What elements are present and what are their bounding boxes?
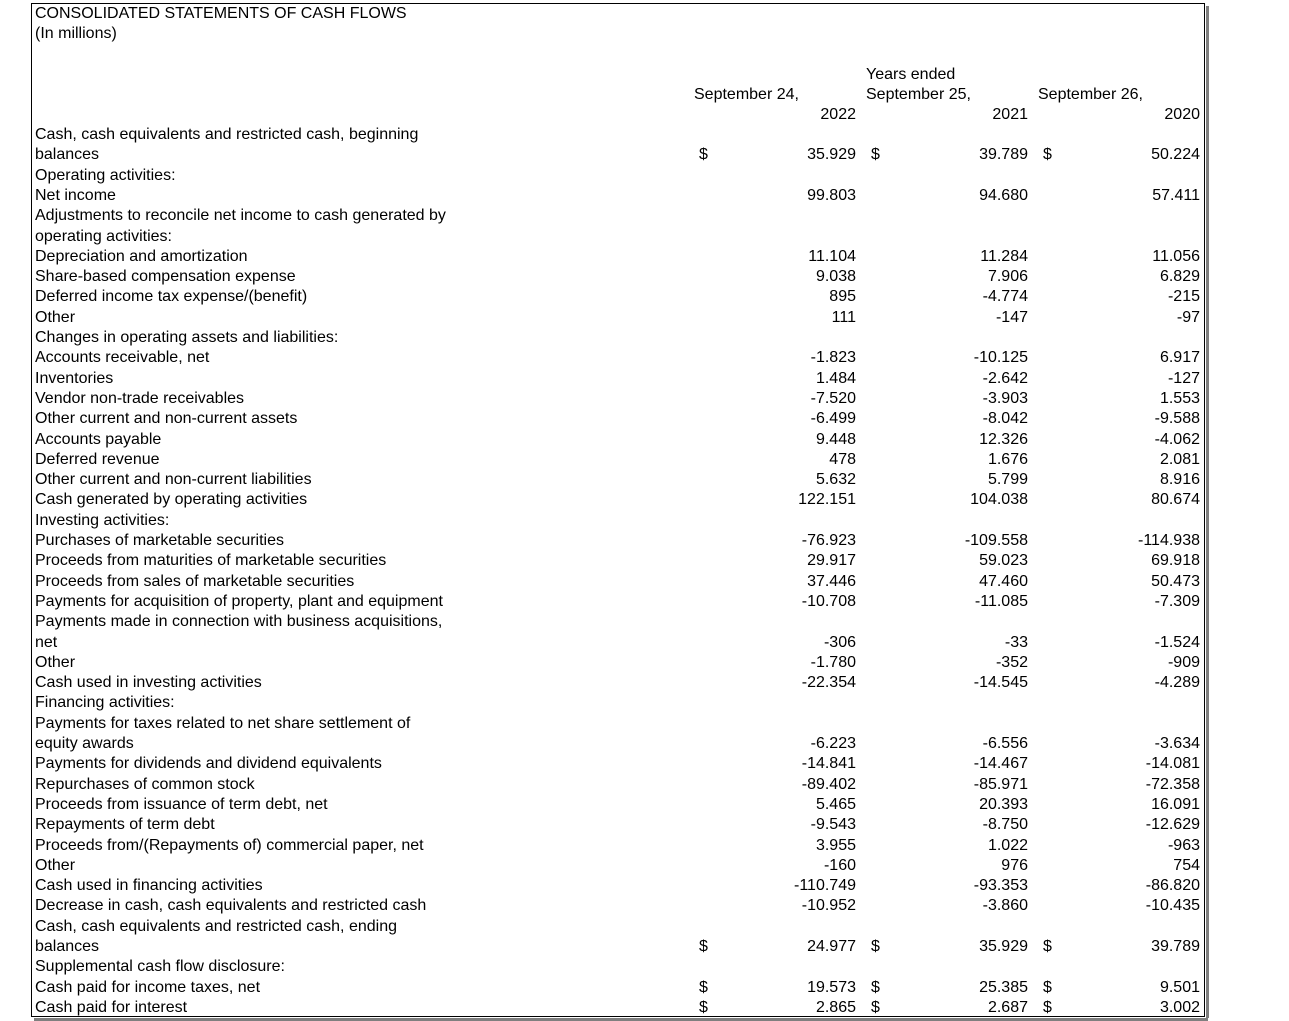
row-value: -89.402: [801, 776, 856, 793]
row-value: 29.917: [807, 552, 856, 569]
row-label: Financing activities:: [35, 694, 175, 711]
row-label: Other current and non-current liabilities: [35, 471, 312, 488]
row-label: Depreciation and amortization: [35, 248, 248, 265]
row-value: -127: [1167, 370, 1200, 387]
row-value: 6.917: [1159, 349, 1200, 366]
row-value: -3.634: [1154, 735, 1200, 752]
row-value: 11.056: [1152, 248, 1200, 265]
row-label: Payments made in connection with business acquisitions,: [35, 613, 443, 630]
row-value: 50.224: [1151, 146, 1200, 163]
row-value: -1.524: [1154, 634, 1200, 651]
row-value: -160: [823, 857, 856, 874]
column-year-2020: 2020: [1164, 106, 1200, 123]
row-label: Cash used in financing activities: [35, 877, 263, 894]
row-value: -11.085: [974, 593, 1028, 610]
row-label: Supplemental cash flow disclosure:: [35, 958, 285, 975]
row-value: 976: [1001, 857, 1028, 874]
row-value: -7.309: [1154, 593, 1200, 610]
row-value: 895: [829, 288, 856, 305]
row-value: 1.676: [987, 451, 1028, 468]
row-value: 35.929: [807, 146, 856, 163]
currency-symbol: $: [1043, 938, 1052, 955]
row-value: -14.467: [973, 755, 1028, 772]
row-value: -10.952: [801, 897, 856, 914]
row-label: Payments for dividends and dividend equivalents: [35, 755, 382, 772]
row-value: -10.435: [1145, 897, 1200, 914]
row-label: operating activities:: [35, 228, 172, 245]
row-value: -114.938: [1138, 532, 1200, 549]
row-value: 20.393: [979, 796, 1028, 813]
row-value: 754: [1173, 857, 1200, 874]
row-label: Deferred revenue: [35, 451, 160, 468]
row-label: Proceeds from issuance of term debt, net: [35, 796, 328, 813]
row-value: -14.841: [801, 755, 856, 772]
row-value: -352: [995, 654, 1028, 671]
row-value: -1.823: [810, 349, 856, 366]
row-value: -4.289: [1154, 674, 1200, 691]
row-value: -215: [1167, 288, 1200, 305]
row-label: Inventories: [35, 370, 114, 387]
row-value: 2.865: [815, 999, 856, 1016]
row-label: Repayments of term debt: [35, 816, 215, 833]
row-value: -97: [1176, 309, 1200, 326]
row-value: -22.354: [801, 674, 856, 691]
row-value: 94.680: [979, 187, 1028, 204]
row-value: -8.042: [982, 410, 1028, 427]
row-value: 5.632: [815, 471, 856, 488]
cash-flow-statement: [31, 3, 1205, 1017]
row-value: 99.803: [807, 187, 856, 204]
row-value: 35.929: [979, 938, 1028, 955]
row-label: Accounts receivable, net: [35, 349, 210, 366]
row-value: 19.573: [807, 979, 856, 996]
row-label: Other: [35, 857, 76, 874]
row-label: Cash paid for interest: [35, 999, 188, 1016]
currency-symbol: $: [699, 999, 708, 1016]
row-label: Cash used in investing activities: [35, 674, 262, 691]
currency-symbol: $: [699, 146, 708, 163]
row-value: 39.789: [979, 146, 1028, 163]
row-value: -6.499: [810, 410, 856, 427]
row-value: 16.091: [1151, 796, 1200, 813]
currency-symbol: $: [871, 146, 880, 163]
row-label: Repurchases of common stock: [35, 776, 255, 793]
row-value: -3.903: [982, 390, 1028, 407]
row-value: 1.553: [1159, 390, 1200, 407]
row-label: Cash, cash equivalents and restricted cash, ending: [35, 918, 397, 935]
row-value: 39.789: [1151, 938, 1200, 955]
row-value: -33: [1004, 634, 1028, 651]
row-value: -14.081: [1145, 755, 1200, 772]
row-value: 11.104: [808, 248, 856, 265]
row-value: -85.971: [973, 776, 1028, 793]
row-value: 69.918: [1151, 552, 1200, 569]
row-value: 9.501: [1159, 979, 1200, 996]
row-value: -963: [1167, 837, 1200, 854]
row-value: -1.780: [810, 654, 856, 671]
row-value: -86.820: [1145, 877, 1200, 894]
row-value: 5.799: [987, 471, 1028, 488]
row-value: 122.151: [798, 491, 856, 508]
row-label: Other: [35, 309, 76, 326]
row-value: -110.749: [794, 877, 856, 894]
row-label: Purchases of marketable securities: [35, 532, 284, 549]
row-label: equity awards: [35, 735, 134, 752]
row-value: 7.906: [987, 268, 1028, 285]
currency-symbol: $: [1043, 979, 1052, 996]
row-label: Deferred income tax expense/(benefit): [35, 288, 308, 305]
row-value: 6.829: [1159, 268, 1200, 285]
row-value: -9.543: [810, 816, 856, 833]
row-label: balances: [35, 146, 100, 163]
row-label: Other current and non-current assets: [35, 410, 298, 427]
row-label: Adjustments to reconcile net income to cash generated by: [35, 207, 446, 224]
column-year-2022: 2022: [820, 106, 856, 123]
row-value: -109.558: [964, 532, 1028, 549]
row-label: Net income: [35, 187, 116, 204]
row-value: -72.358: [1145, 776, 1200, 793]
row-value: 25.385: [979, 979, 1028, 996]
row-value: 5.465: [815, 796, 856, 813]
row-value: 3.002: [1159, 999, 1200, 1016]
row-label: Proceeds from sales of marketable securities: [35, 573, 355, 590]
currency-symbol: $: [1043, 146, 1052, 163]
row-value: 2.081: [1159, 451, 1200, 468]
row-label: Payments for acquisition of property, plant and equipment: [35, 593, 443, 610]
currency-symbol: $: [871, 979, 880, 996]
row-value: 12.326: [979, 431, 1028, 448]
row-value: 80.674: [1151, 491, 1200, 508]
row-label: Cash, cash equivalents and restricted cash, beginning: [35, 126, 419, 143]
currency-symbol: $: [1043, 999, 1052, 1016]
row-value: -6.556: [982, 735, 1028, 752]
row-label: Accounts payable: [35, 431, 162, 448]
row-value: 47.460: [979, 573, 1028, 590]
row-value: 50.473: [1151, 573, 1200, 590]
column-date-2022: September 24,: [694, 86, 799, 103]
row-value: 57.411: [1152, 187, 1200, 204]
row-value: -2.642: [982, 370, 1028, 387]
row-value: 478: [829, 451, 856, 468]
row-value: -9.588: [1154, 410, 1200, 427]
row-value: 59.023: [979, 552, 1028, 569]
row-value: -4.062: [1154, 431, 1200, 448]
row-value: -4.774: [982, 288, 1028, 305]
currency-symbol: $: [699, 938, 708, 955]
currency-symbol: $: [871, 938, 880, 955]
row-label: balances: [35, 938, 100, 955]
row-value: -14.545: [973, 674, 1028, 691]
row-value: -12.629: [1145, 816, 1200, 833]
row-value: 104.038: [970, 491, 1028, 508]
row-label: Other: [35, 654, 76, 671]
row-label: Payments for taxes related to net share settlement of: [35, 715, 411, 732]
row-value: -3.860: [982, 897, 1028, 914]
statement-title: CONSOLIDATED STATEMENTS OF CASH FLOWS: [35, 5, 407, 22]
row-value: -909: [1167, 654, 1200, 671]
row-value: 1.484: [815, 370, 856, 387]
row-value: -7.520: [810, 390, 856, 407]
column-date-2021: September 25,: [866, 86, 971, 103]
row-value: -306: [823, 634, 856, 651]
row-value: 9.448: [815, 431, 856, 448]
row-label: Vendor non-trade receivables: [35, 390, 245, 407]
row-value: 37.446: [807, 573, 856, 590]
row-value: 111: [831, 309, 856, 326]
column-date-2020: September 26,: [1038, 86, 1143, 103]
row-label: Cash generated by operating activities: [35, 491, 308, 508]
row-value: 9.038: [815, 268, 856, 285]
row-label: Proceeds from maturities of marketable securities: [35, 552, 387, 569]
statement-units: (In millions): [35, 25, 117, 42]
currency-symbol: $: [699, 979, 708, 996]
row-value: 11.284: [980, 248, 1028, 265]
row-value: 2.687: [987, 999, 1028, 1016]
years-ended-label: Years ended: [866, 66, 956, 83]
row-value: -10.125: [973, 349, 1028, 366]
row-label: Proceeds from/(Repayments of) commercial paper, net: [35, 837, 424, 854]
row-value: 8.916: [1159, 471, 1200, 488]
row-label: Investing activities:: [35, 512, 170, 529]
row-value: -147: [995, 309, 1028, 326]
column-year-2021: 2021: [992, 106, 1028, 123]
row-value: -93.353: [973, 877, 1028, 894]
row-label: Operating activities:: [35, 167, 176, 184]
row-value: 3.955: [815, 837, 856, 854]
row-value: -6.223: [810, 735, 856, 752]
row-value: 24.977: [807, 938, 856, 955]
row-label: Changes in operating assets and liabilities:: [35, 329, 339, 346]
row-value: 1.022: [987, 837, 1028, 854]
currency-symbol: $: [871, 999, 880, 1016]
row-value: -10.708: [801, 593, 856, 610]
row-label: Share-based compensation expense: [35, 268, 296, 285]
row-label: net: [35, 634, 58, 651]
row-label: Decrease in cash, cash equivalents and restricted cash: [35, 897, 427, 914]
row-label: Cash paid for income taxes, net: [35, 979, 261, 996]
row-value: -76.923: [801, 532, 856, 549]
row-value: -8.750: [982, 816, 1028, 833]
